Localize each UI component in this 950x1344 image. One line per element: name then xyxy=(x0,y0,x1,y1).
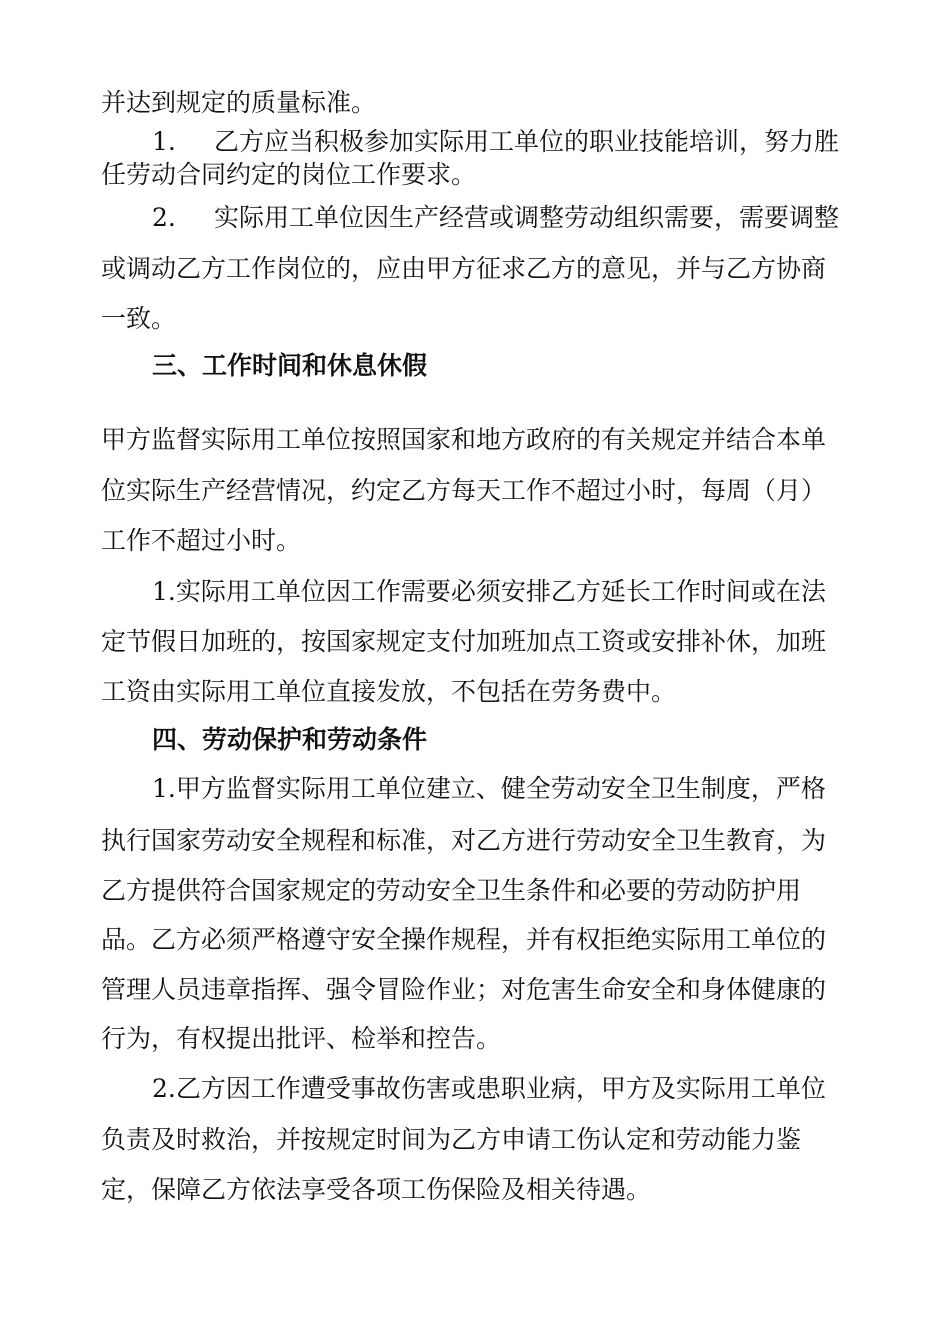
text-line: 2.乙方因工作遭受事故伤害或患职业病，甲方及实际用工单位 xyxy=(152,1074,826,1103)
list-number: 2. xyxy=(152,203,176,232)
section-heading-3: 三、工作时间和休息休假 xyxy=(152,351,428,380)
text-line: 品。乙方必须严格遵守安全操作规程，并有权拒绝实际用工单位的 xyxy=(101,925,827,954)
list-item-1 xyxy=(152,125,839,159)
text-line: 定，保障乙方依法享受各项工伤保险及相关待遇。 xyxy=(101,1175,652,1204)
list-item-2 xyxy=(152,201,839,235)
section-heading-4: 四、劳动保护和劳动条件 xyxy=(152,725,428,754)
text-line: 实际用工单位因生产经营或调整劳动组织需要，需要调整 xyxy=(214,203,840,232)
text-line: 定节假日加班的，按国家规定支付加班加点工资或安排补休，加班 xyxy=(101,627,827,656)
text-line: 一致。 xyxy=(101,304,177,333)
text-line: 乙方提供符合国家规定的劳动安全卫生条件和必要的劳动防护用 xyxy=(101,876,802,905)
text-line: 1.甲方监督实际用工单位建立、健全劳动安全卫生制度，严格 xyxy=(152,774,826,803)
text-line: 或调动乙方工作岗位的，应由甲方征求乙方的意见，并与乙方协商 xyxy=(101,254,827,283)
text-line: 负责及时救治，并按规定时间为乙方申请工伤认定和劳动能力鉴 xyxy=(101,1125,802,1154)
text-line: 甲方监督实际用工单位按照国家和地方政府的有关规定并结合本单 xyxy=(101,425,827,454)
text-line: 任劳动合同约定的岗位工作要求。 xyxy=(101,160,477,189)
text-line: 位实际生产经营情况，约定乙方每天工作不超过小时，每周（月） xyxy=(101,476,827,505)
text-line: 执行国家劳动安全规程和标准，对乙方进行劳动安全卫生教育，为 xyxy=(101,826,827,855)
text-line: 并达到规定的质量标准。 xyxy=(101,88,377,117)
text-line: 乙方应当积极参加实际用工单位的职业技能培训，努力胜 xyxy=(214,127,840,156)
text-line: 1.实际用工单位因工作需要必须安排乙方延长工作时间或在法 xyxy=(152,577,826,606)
text-line: 行为，有权提出批评、检举和控告。 xyxy=(101,1024,502,1053)
text-line: 工作不超过小时。 xyxy=(101,526,302,555)
text-line: 工资由实际用工单位直接发放，不包括在劳务费中。 xyxy=(101,677,677,706)
text-line: 管理人员违章指挥、强令冒险作业；对危害生命安全和身体健康的 xyxy=(101,975,827,1004)
list-number: 1. xyxy=(152,127,176,156)
